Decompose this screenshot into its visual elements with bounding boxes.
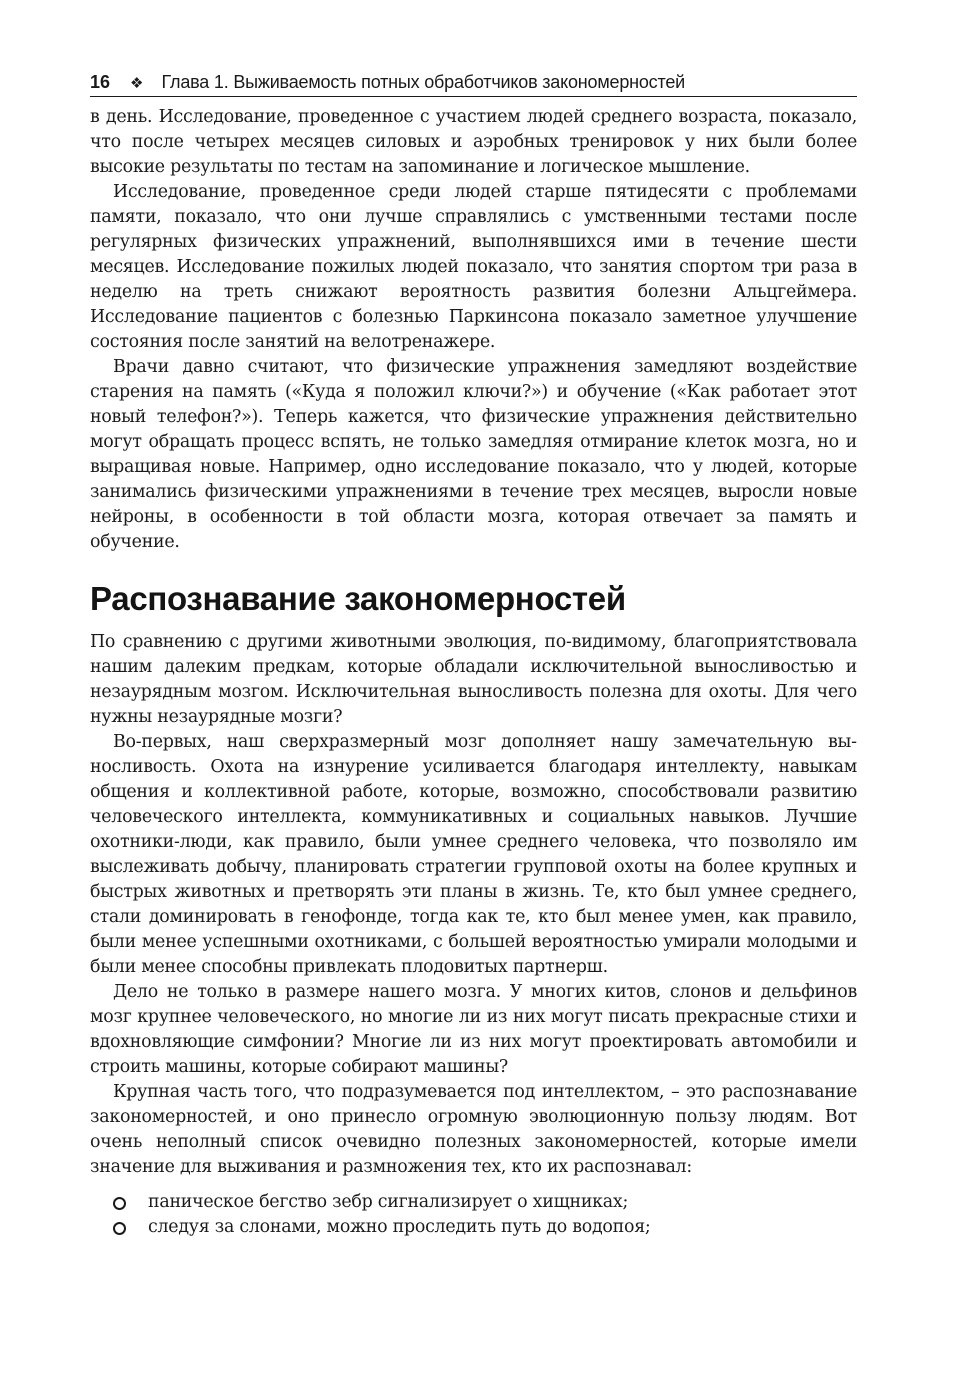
bullet-list (90, 1190, 857, 1240)
body-text (90, 105, 857, 1240)
list-item (90, 1215, 857, 1240)
list-item-text: следуя за слонами, можно проследить путь до водопоя; (148, 1217, 651, 1237)
list-item (90, 1190, 857, 1215)
circle-bullet-icon (113, 1197, 126, 1210)
paragraph: Исследование, проведенное среди людей старше пятидесяти с проблемами памяти, показало, что они лучше справлялись с умственными тестами после регулярных физических упражнений, выполнявшихся ими в течение шести месяцев. Исследование пожилых людей показало, что занятия спортом три раза в неделю на треть снижают вероятность развития болезни Альцгеймера. Исследование пациентов с болезнью Паркинсона показало заметное улучшение состояния после занятий на велотренажере. (90, 182, 857, 352)
paragraph: Крупная часть того, что подразумевается под интеллектом, – это распознавание закономерностей, и оно принесло огромную эволюционную пользу людям. Вот очень неполный список очевидно полезных закономерностей, которые имели значение для выживания и размножения тех, кто их распознавал: (90, 1082, 857, 1177)
list-item-text: паническое бегство зебр сигнализирует о хищниках; (148, 1192, 629, 1212)
book-page (90, 72, 857, 1240)
paragraph: Во-первых, наш сверхразмерный мозг дополняет нашу замечательную выносливость. Охота на изнурение усиливается благодаря интеллекту, навыкам общения и коллективной работе, которые, возможно, способствовали развитию человеческого интеллекта, коммуникативных и социальных навыков. Лучшие охотники-люди, как правило, были умнее среднего человека, что позволяло им выслеживать добычу, планировать стратегии групповой охоты на более крупных и быстрых животных и претворять эти планы в жизнь. Те, кто был умнее среднего, стали доминировать в генофонде, тогда как те, кто был менее умен, как правило, были менее успешными охотниками, с большей вероятностью умирали молодыми и были менее способны привлекать плодовитых партнерш. (90, 732, 857, 977)
ornament-icon: ❖ (130, 75, 144, 92)
running-header (90, 72, 857, 97)
section-heading: Распознавание закономерностей (90, 580, 626, 617)
circle-bullet-icon (113, 1222, 126, 1235)
paragraph: По сравнению с другими животными эволюция, по-видимому, благоприятствовала нашим далеким предкам, которые обладали исключительной выносливостью и незаурядным мозгом. Исключительная выносливость полезна для охоты. Для чего нужны незаурядные мозги? (90, 632, 857, 727)
paragraph: Дело не только в размере нашего мозга. У многих китов, слонов и дельфинов мозг крупнее человеческого, но многие ли из них могут писать прекрасные стихи и вдохновляющие симфонии? Многие ли из них могут проектировать автомобили и строить машины, которые собирают машины? (90, 982, 857, 1077)
page-number: 16 (90, 72, 111, 92)
chapter-title: Глава 1. Выживаемость потных обработчиков закономерностей (161, 72, 685, 92)
paragraph: в день. Исследование, проведенное с участием людей среднего возраста, показало, что после четырех месяцев силовых и аэробных тренировок у них были более высокие результаты по тестам на запоминание и логическое мышление. (90, 107, 857, 177)
paragraph: Врачи давно считают, что физические упражнения замедляют воздействие старения на память («Куда я положил ключи?») и обучение («Как работает этот новый телефон?»). Теперь кажется, что физические упражнения действительно могут обращать процесс вспять, не только замедляя отмирание клеток мозга, но и выращивая новые. Например, одно исследование показало, что у людей, которые занимались физическими упражнениями в течение трех месяцев, выросли новые нейроны, в особенности в той области мозга, которая отвечает за память и обучение. (90, 357, 857, 552)
